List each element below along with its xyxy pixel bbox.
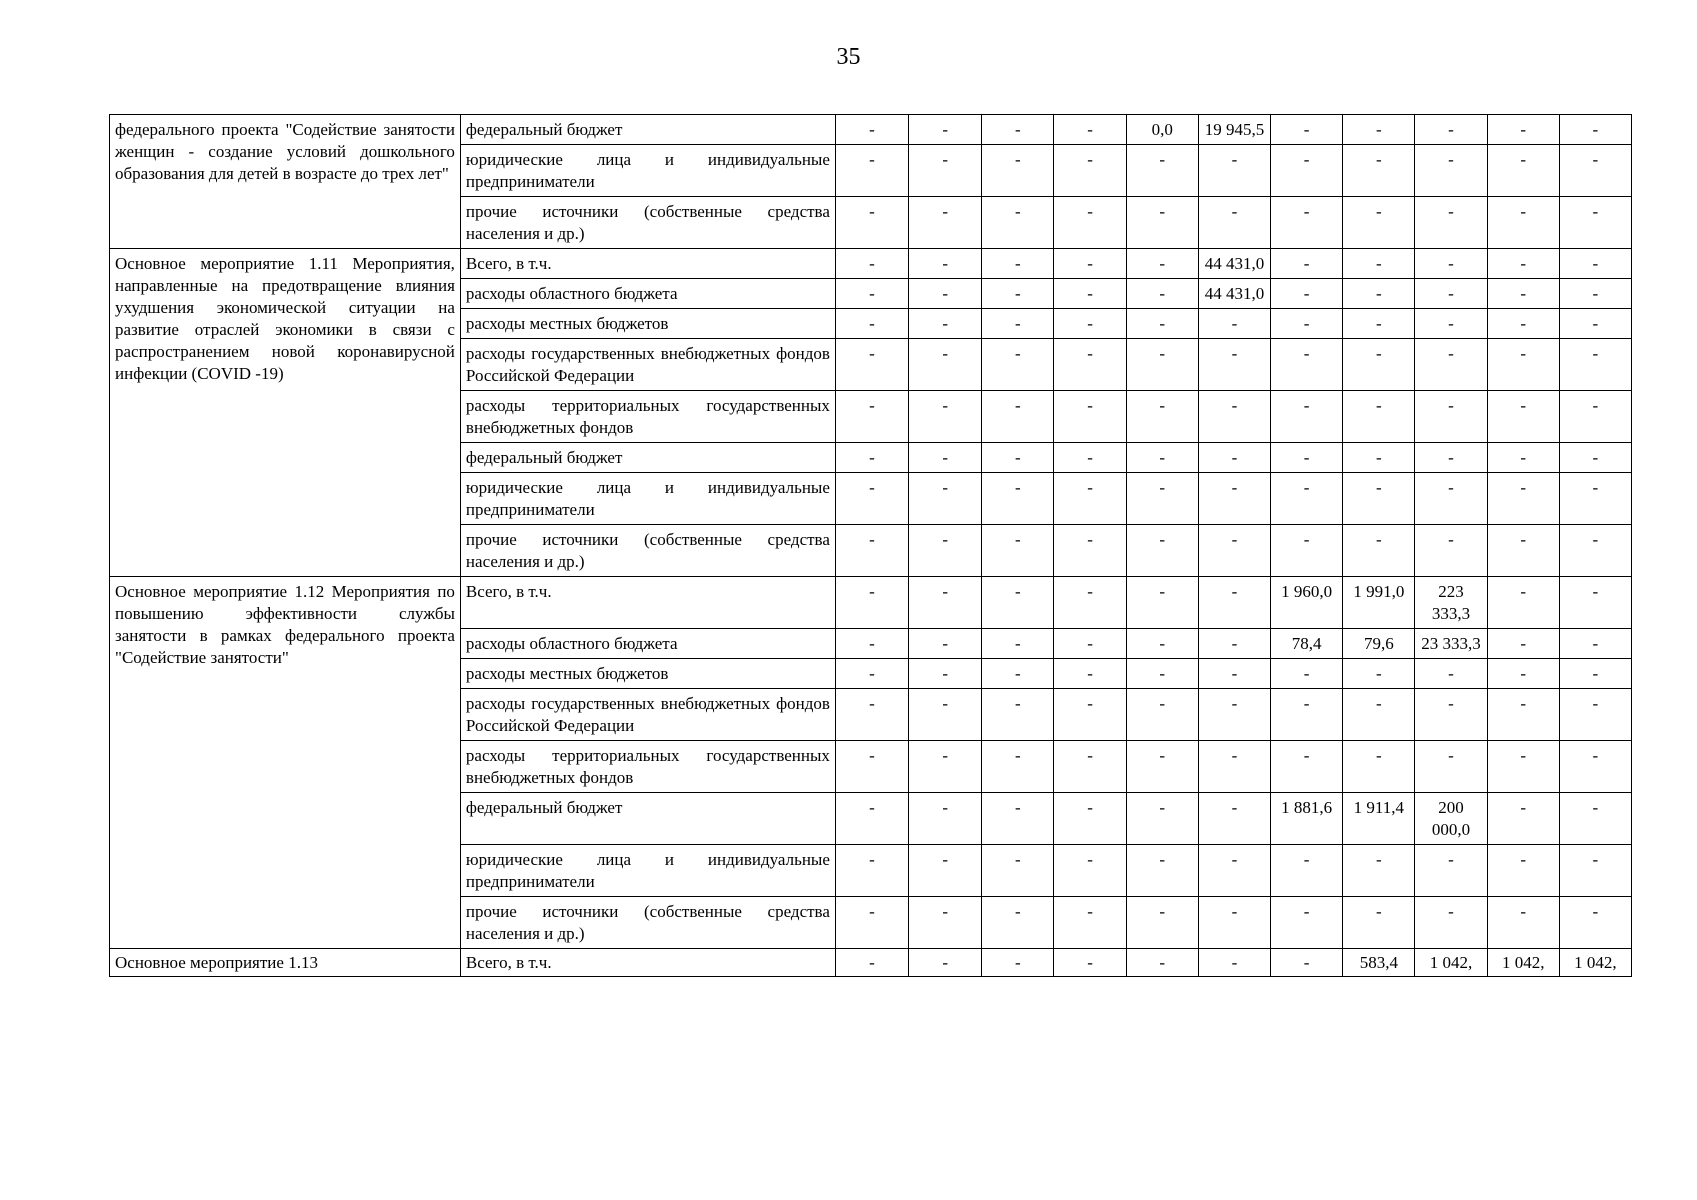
value-cell: - [982,391,1054,443]
funding-source-cell: Всего, в т.ч. [460,249,835,279]
value-cell: - [1198,629,1270,659]
value-cell: 44 431,0 [1198,279,1270,309]
value-cell: - [835,741,908,793]
value-cell: - [1487,279,1559,309]
value-cell: 19 945,5 [1198,115,1270,145]
value-cell: - [982,741,1054,793]
value-cell: - [1487,525,1559,577]
value-cell: - [1126,249,1198,279]
value-cell: - [909,197,982,249]
value-cell: - [1054,339,1126,391]
value-cell: - [982,339,1054,391]
value-cell: - [1271,279,1343,309]
value-cell: - [835,577,908,629]
value-cell: - [909,249,982,279]
funding-source-cell: юридические лица и индивидуальные предприниматели [460,473,835,525]
value-cell: 78,4 [1271,629,1343,659]
measure-cell: Основное мероприятие 1.11 Мероприятия, направленные на предотвращение влияния ухудшения экономической ситуации на развитие отраслей экономики в связи с распространением новой коронавирусной инфекции (COVID -19) [110,249,461,577]
value-cell: - [1054,197,1126,249]
funding-source-cell: прочие источники (собственные средства населения и др.) [460,525,835,577]
value-cell: - [1487,197,1559,249]
value-cell: - [1271,741,1343,793]
value-cell: - [1559,897,1631,949]
value-cell: - [1343,391,1415,443]
funding-source-cell: расходы государственных внебюджетных фондов Российской Федерации [460,339,835,391]
value-cell: - [1126,525,1198,577]
value-cell: - [1487,629,1559,659]
value-cell: - [909,115,982,145]
value-cell: - [1343,897,1415,949]
value-cell: 1 042, [1559,949,1631,977]
value-cell: - [1415,689,1487,741]
value-cell: - [982,897,1054,949]
value-cell: - [1487,741,1559,793]
value-cell: - [1559,197,1631,249]
value-cell: - [1559,845,1631,897]
value-cell: - [909,473,982,525]
value-cell: - [1559,309,1631,339]
value-cell: - [835,309,908,339]
value-cell: - [835,391,908,443]
value-cell: - [982,145,1054,197]
funding-source-cell: Всего, в т.ч. [460,577,835,629]
value-cell: - [982,845,1054,897]
value-cell: - [1343,659,1415,689]
value-cell: - [835,845,908,897]
value-cell: - [1126,897,1198,949]
value-cell: - [1198,473,1270,525]
budget-table-body [110,115,1632,977]
value-cell: - [1126,279,1198,309]
value-cell: - [982,949,1054,977]
value-cell: - [1487,391,1559,443]
value-cell: - [982,629,1054,659]
value-cell: - [1559,793,1631,845]
value-cell: - [1487,793,1559,845]
value-cell: - [909,897,982,949]
value-cell: 44 431,0 [1198,249,1270,279]
value-cell: - [909,577,982,629]
measure-cell: Основное мероприятие 1.12 Мероприятия по повышению эффективности службы занятости в рамках федерального проекта "Содействие занятости" [110,577,461,949]
value-cell: - [1271,473,1343,525]
value-cell: - [1054,741,1126,793]
value-cell: - [1271,197,1343,249]
value-cell: - [1198,391,1270,443]
value-cell: - [1271,689,1343,741]
value-cell: - [1198,145,1270,197]
value-cell: - [909,793,982,845]
value-cell: - [1126,309,1198,339]
value-cell: - [1054,443,1126,473]
funding-source-cell: федеральный бюджет [460,443,835,473]
value-cell: - [835,279,908,309]
value-cell: 1 991,0 [1343,577,1415,629]
value-cell: - [1198,339,1270,391]
value-cell: - [1559,115,1631,145]
budget-table [109,114,1632,977]
value-cell: - [909,629,982,659]
value-cell: - [909,659,982,689]
value-cell: - [1343,145,1415,197]
value-cell: - [1271,249,1343,279]
value-cell: - [1198,577,1270,629]
value-cell: - [1487,689,1559,741]
value-cell: 1 881,6 [1271,793,1343,845]
value-cell: - [1054,473,1126,525]
value-cell: - [1054,659,1126,689]
value-cell: - [1198,897,1270,949]
value-cell: - [1559,577,1631,629]
value-cell: - [1415,659,1487,689]
value-cell: - [835,525,908,577]
value-cell: - [1343,443,1415,473]
value-cell: - [1198,845,1270,897]
value-cell: - [909,443,982,473]
value-cell: - [1126,339,1198,391]
value-cell: - [835,793,908,845]
value-cell: - [1054,391,1126,443]
value-cell: - [1126,145,1198,197]
value-cell: - [1126,473,1198,525]
value-cell: - [1343,845,1415,897]
value-cell: - [1271,897,1343,949]
value-cell: - [1487,897,1559,949]
value-cell: - [1415,391,1487,443]
funding-source-cell: расходы местных бюджетов [460,659,835,689]
value-cell: - [1054,525,1126,577]
value-cell: - [1415,309,1487,339]
value-cell: - [1271,949,1343,977]
value-cell: - [1343,339,1415,391]
value-cell: 1 042, [1415,949,1487,977]
value-cell: - [1559,249,1631,279]
value-cell: - [982,249,1054,279]
value-cell: - [1126,197,1198,249]
value-cell: - [1054,145,1126,197]
value-cell: - [1271,115,1343,145]
funding-source-cell: расходы областного бюджета [460,279,835,309]
value-cell: - [1487,115,1559,145]
value-cell: - [1415,249,1487,279]
value-cell: - [1054,949,1126,977]
value-cell: 23 333,3 [1415,629,1487,659]
value-cell: - [1271,145,1343,197]
value-cell: - [1343,741,1415,793]
value-cell: - [982,659,1054,689]
value-cell: - [982,473,1054,525]
value-cell: - [835,443,908,473]
value-cell: - [909,689,982,741]
value-cell: - [1126,659,1198,689]
value-cell: - [1054,897,1126,949]
funding-source-cell: расходы местных бюджетов [460,309,835,339]
value-cell: - [1198,525,1270,577]
value-cell: - [1415,525,1487,577]
value-cell: - [1343,197,1415,249]
value-cell: - [909,339,982,391]
value-cell: - [1271,309,1343,339]
value-cell: - [1198,309,1270,339]
value-cell: - [1198,949,1270,977]
value-cell: - [835,197,908,249]
value-cell: - [1271,339,1343,391]
value-cell: - [909,279,982,309]
value-cell: - [909,309,982,339]
value-cell: 1 042, [1487,949,1559,977]
value-cell: - [1415,279,1487,309]
value-cell: - [1415,845,1487,897]
value-cell: - [1271,391,1343,443]
funding-source-cell: юридические лица и индивидуальные предприниматели [460,845,835,897]
funding-source-cell: расходы территориальных государственных внебюджетных фондов [460,741,835,793]
value-cell: - [1559,279,1631,309]
value-cell: - [1126,741,1198,793]
table-row [110,949,1632,977]
value-cell: - [982,197,1054,249]
value-cell: - [1271,845,1343,897]
value-cell: - [1559,659,1631,689]
value-cell: - [982,279,1054,309]
value-cell: - [909,845,982,897]
value-cell: - [1415,741,1487,793]
value-cell: - [1487,473,1559,525]
funding-source-cell: юридические лица и индивидуальные предприниматели [460,145,835,197]
value-cell: - [1415,897,1487,949]
value-cell: - [835,249,908,279]
value-cell: - [1487,577,1559,629]
value-cell: 200 000,0 [1415,793,1487,845]
value-cell: - [909,525,982,577]
value-cell: - [1054,115,1126,145]
value-cell: - [1343,309,1415,339]
value-cell: - [1054,309,1126,339]
value-cell: - [1415,145,1487,197]
value-cell: - [909,949,982,977]
value-cell: - [835,629,908,659]
value-cell: - [1559,391,1631,443]
value-cell: - [909,145,982,197]
value-cell: - [909,391,982,443]
measure-cell: Основное мероприятие 1.13 [110,949,461,977]
value-cell: - [982,793,1054,845]
table-row [110,249,1632,279]
value-cell: - [1487,659,1559,689]
value-cell: - [982,525,1054,577]
value-cell: - [982,115,1054,145]
value-cell: - [835,659,908,689]
value-cell: - [1343,279,1415,309]
value-cell: - [835,339,908,391]
value-cell: - [1343,473,1415,525]
value-cell: - [835,897,908,949]
value-cell: - [1271,443,1343,473]
value-cell: - [1126,391,1198,443]
value-cell: - [1198,659,1270,689]
value-cell: - [1559,339,1631,391]
value-cell: - [1271,525,1343,577]
value-cell: 1 911,4 [1343,793,1415,845]
value-cell: - [835,145,908,197]
value-cell: - [1054,689,1126,741]
value-cell: - [1126,443,1198,473]
value-cell: - [1487,443,1559,473]
page-number: 35 [836,44,861,70]
value-cell: - [1198,793,1270,845]
value-cell: - [1126,793,1198,845]
value-cell: - [1271,659,1343,689]
value-cell: - [1343,115,1415,145]
value-cell: - [1054,629,1126,659]
value-cell: - [1054,577,1126,629]
value-cell: 0,0 [1126,115,1198,145]
value-cell: - [1487,845,1559,897]
value-cell: 583,4 [1343,949,1415,977]
value-cell: - [909,741,982,793]
funding-source-cell: расходы территориальных государственных внебюджетных фондов [460,391,835,443]
measure-cell: федерального проекта "Содействие занятости женщин - создание условий дошкольного образования для детей в возрасте до трех лет" [110,115,461,249]
value-cell: - [1487,339,1559,391]
value-cell: - [1559,629,1631,659]
table-row [110,115,1632,145]
value-cell: - [1343,689,1415,741]
value-cell: - [1415,339,1487,391]
funding-source-cell: расходы областного бюджета [460,629,835,659]
value-cell: - [1487,249,1559,279]
value-cell: - [1559,741,1631,793]
funding-source-cell: прочие источники (собственные средства населения и др.) [460,897,835,949]
value-cell: - [1343,249,1415,279]
value-cell: - [835,115,908,145]
value-cell: - [835,473,908,525]
value-cell: - [1054,793,1126,845]
value-cell: - [1054,845,1126,897]
funding-source-cell: прочие источники (собственные средства населения и др.) [460,197,835,249]
value-cell: - [1559,689,1631,741]
value-cell: - [1343,525,1415,577]
value-cell: - [1487,145,1559,197]
value-cell: - [1198,689,1270,741]
funding-source-cell: федеральный бюджет [460,115,835,145]
value-cell: - [1415,473,1487,525]
value-cell: - [982,443,1054,473]
value-cell: - [982,577,1054,629]
funding-source-cell: расходы государственных внебюджетных фондов Российской Федерации [460,689,835,741]
value-cell: - [1126,949,1198,977]
value-cell: - [1126,629,1198,659]
value-cell: - [1559,443,1631,473]
value-cell: - [1559,525,1631,577]
value-cell: - [1054,279,1126,309]
value-cell: 1 960,0 [1271,577,1343,629]
value-cell: - [1126,577,1198,629]
value-cell: - [1126,845,1198,897]
value-cell: - [835,949,908,977]
value-cell: - [1415,197,1487,249]
value-cell: - [1198,443,1270,473]
value-cell: - [1198,741,1270,793]
value-cell: - [1054,249,1126,279]
value-cell: - [835,689,908,741]
value-cell: - [1415,115,1487,145]
value-cell: - [982,309,1054,339]
value-cell: - [1415,443,1487,473]
value-cell: - [1126,689,1198,741]
value-cell: - [1559,473,1631,525]
table-row [110,577,1632,629]
value-cell: - [1559,145,1631,197]
value-cell: 223 333,3 [1415,577,1487,629]
funding-source-cell: федеральный бюджет [460,793,835,845]
value-cell: 79,6 [1343,629,1415,659]
value-cell: - [1198,197,1270,249]
value-cell: - [1487,309,1559,339]
funding-source-cell: Всего, в т.ч. [460,949,835,977]
value-cell: - [982,689,1054,741]
